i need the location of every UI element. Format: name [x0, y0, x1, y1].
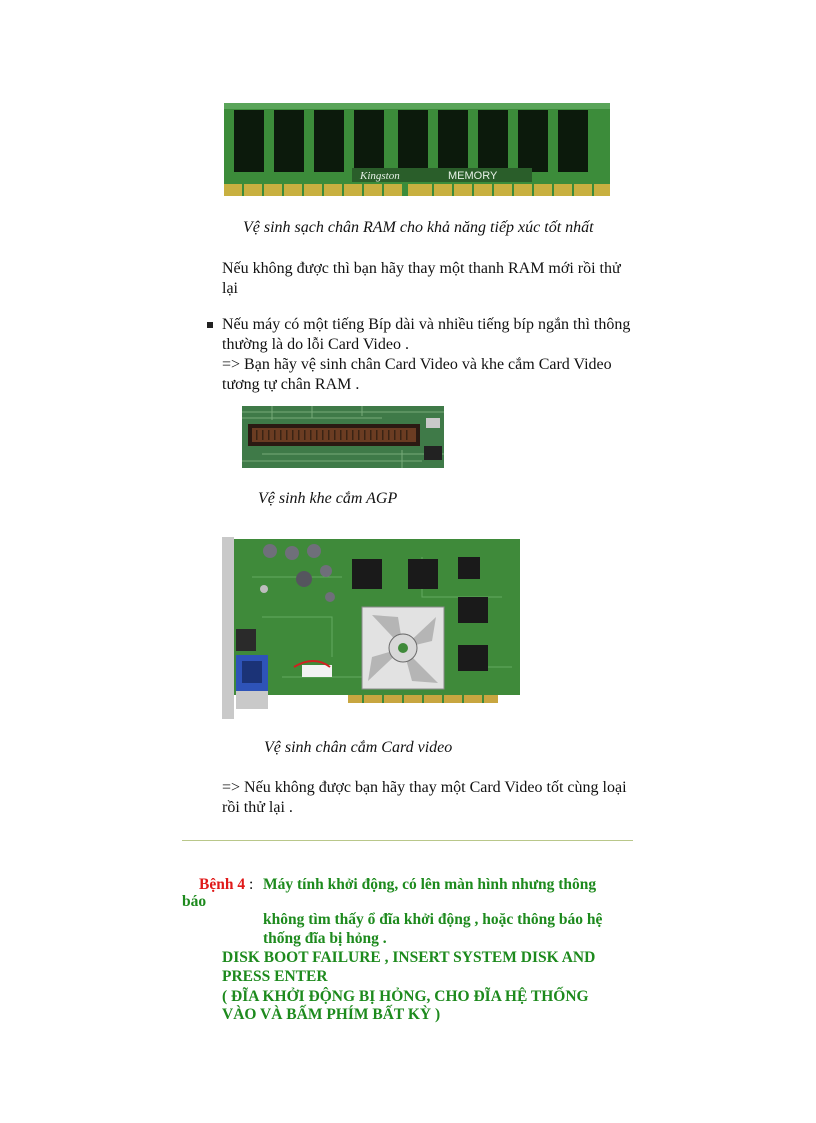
svg-text:MEMORY: MEMORY	[448, 170, 498, 182]
agp-slot-image	[242, 406, 444, 468]
benh4-colon: :	[248, 876, 254, 893]
section-divider	[182, 840, 633, 841]
benh4-line-6: PRESS ENTER	[222, 968, 328, 985]
ram-caption: Vệ sinh sạch chân RAM cho khả năng tiếp xúc tốt nhất	[243, 219, 594, 236]
bullet-line-3: => Bạn hãy vệ sinh chân Card Video và khe cắm Card Video	[222, 356, 612, 373]
ram-replace-paragraph	[222, 259, 642, 299]
video-replace-line-1: => Nếu không được bạn hãy thay một Card Video tốt cùng loại	[222, 779, 627, 796]
video-replace-line-2: rồi thử lại .	[222, 799, 293, 816]
benh4-line-1: Máy tính khởi động, có lên màn hình nhưng thông	[263, 876, 597, 893]
benh4-line-8: VÀO VÀ BẤM PHÍM BẤT KỲ )	[222, 1006, 441, 1023]
benh4-line-5: DISK BOOT FAILURE , INSERT SYSTEM DISK AND	[222, 949, 596, 966]
video-card-image	[222, 537, 522, 719]
video-replace-paragraph	[222, 778, 652, 818]
ram-replace-line-1: Nếu không được thì bạn hãy thay một thanh RAM mới rồi thử	[222, 260, 621, 277]
bullet-line-4: tương tự chân RAM .	[222, 376, 360, 393]
bullet-line-2: thường là do lỗi Card Video .	[222, 336, 409, 353]
benh4-line-7: ( ĐĨA KHỞI ĐỘNG BỊ HỎNG, CHO ĐĨA HỆ THỐNG	[222, 988, 589, 1005]
agp-caption: Vệ sinh khe cắm AGP	[258, 490, 398, 507]
ram-replace-line-2: lại	[222, 280, 238, 297]
benh4-label: Bệnh 4	[199, 876, 246, 893]
square-bullet-icon	[207, 322, 213, 328]
benh4-line-3: không tìm thấy ổ đĩa khởi động , hoặc thông báo hệ	[263, 911, 603, 928]
benh4-line-2: báo	[182, 893, 207, 910]
bullet-line-1: Nếu máy có một tiếng Bíp dài và nhiều tiếng bíp ngắn thì thông	[222, 316, 631, 333]
svg-text:Kingston: Kingston	[360, 170, 400, 182]
video-bullet-paragraph	[222, 315, 652, 395]
video-card-caption: Vệ sinh chân cắm Card video	[264, 739, 453, 756]
ram-image	[222, 100, 612, 200]
benh4-heading	[199, 875, 253, 894]
benh4-line-4: thống đĩa bị hỏng .	[263, 930, 387, 947]
